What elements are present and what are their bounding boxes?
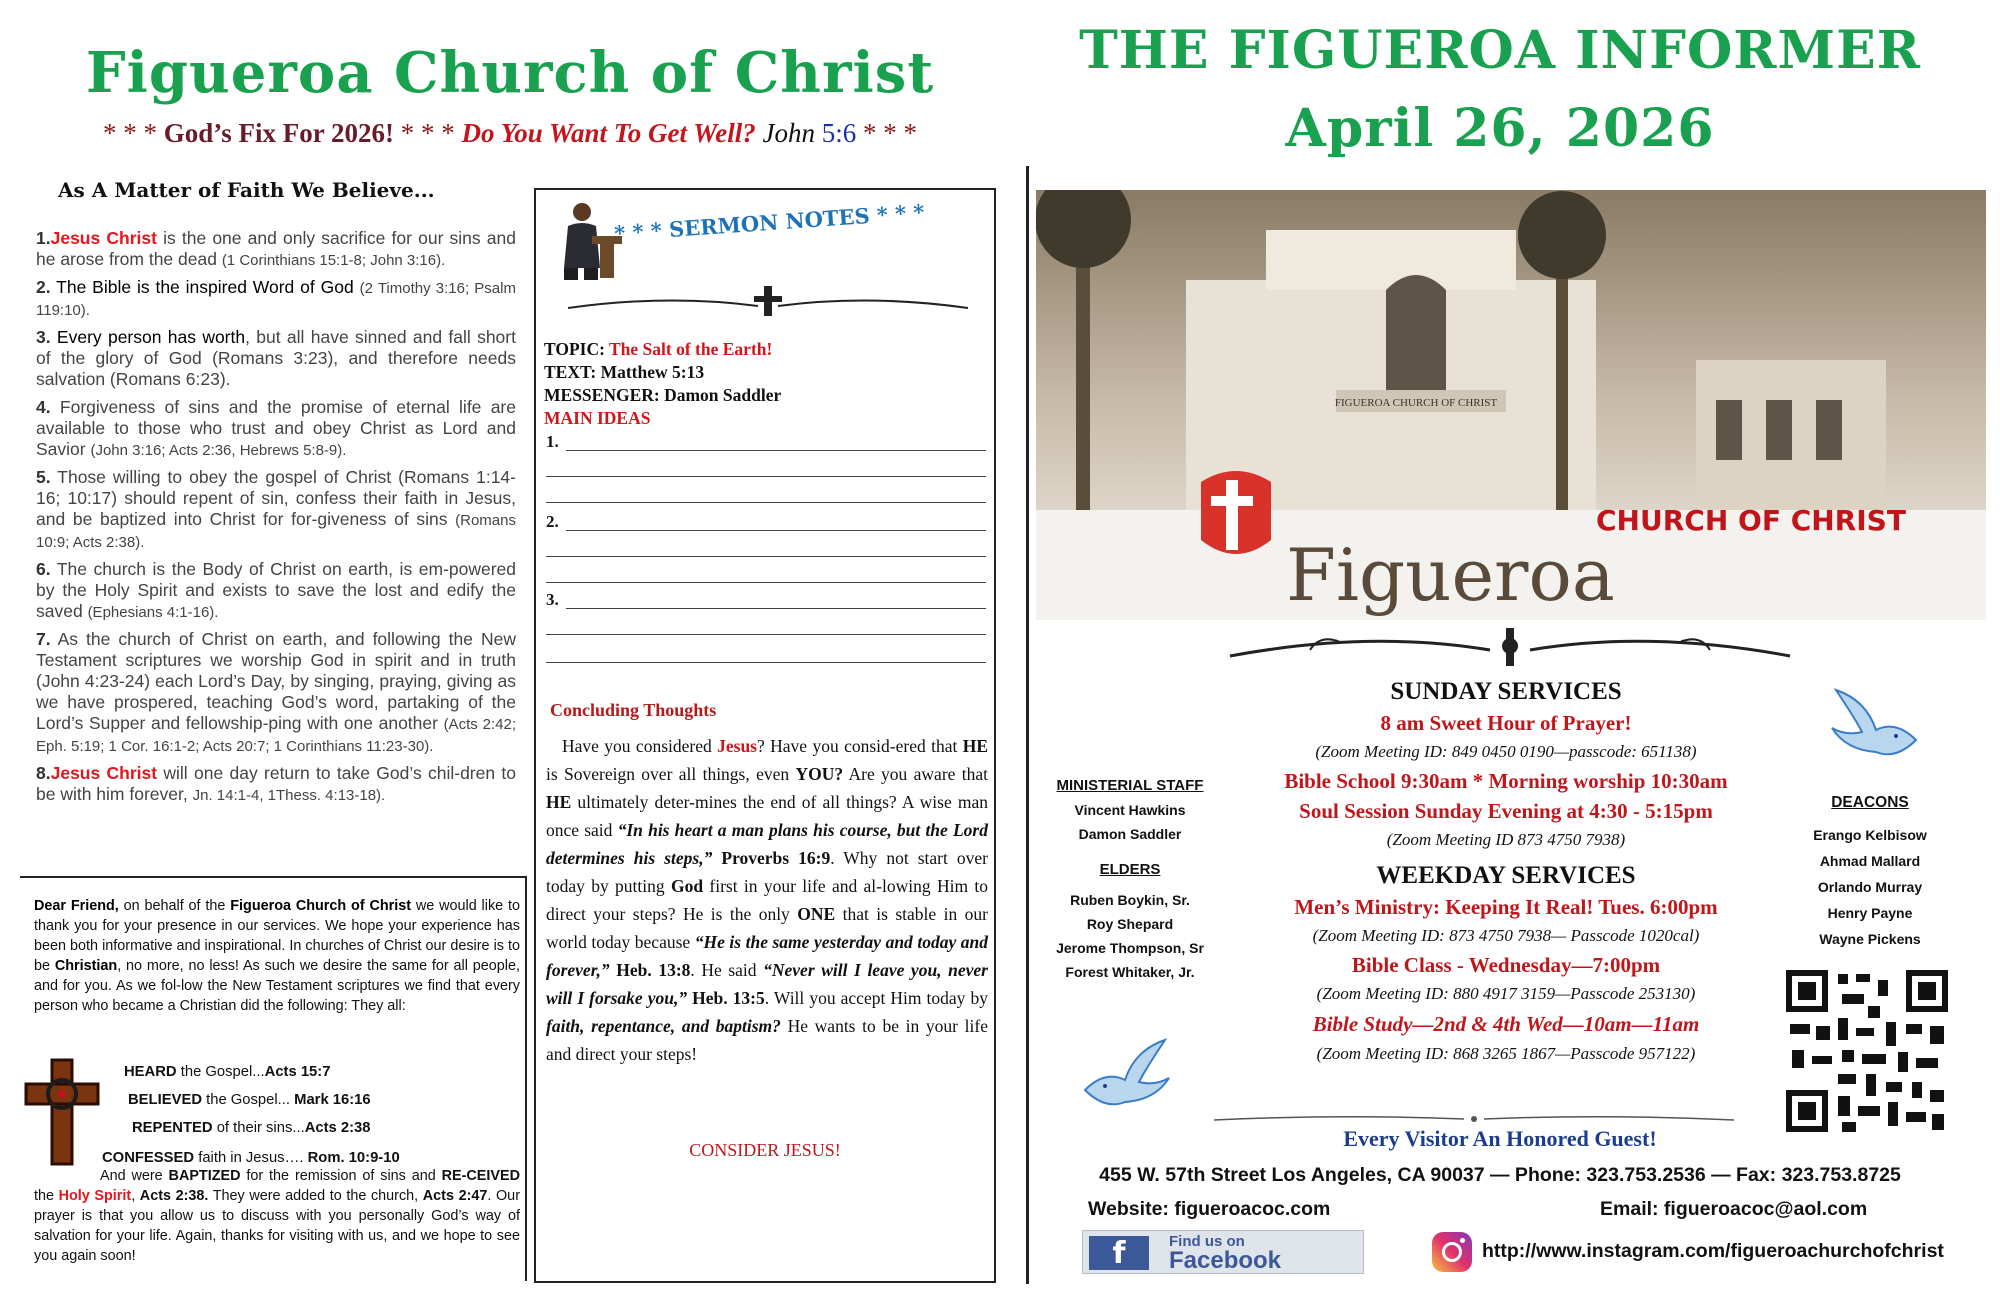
deacon-name: Ahmad Mallard [1819,853,1921,869]
mens-zoom: (Zoom Meeting ID: 873 4750 7938— Passcode 1020cal) [1312,926,1700,945]
services-schedule [1216,676,1796,1068]
sermon-text: Matthew 5:13 [600,362,705,382]
belief-item: 5. Those willing to obey the gospel of Christ (Romans 1:14-16; 10:17) should repent of sin, confess their faith in Jesus, and be baptized into Christ for for-giveness of sins (Romans 10:9; Acts 2:38). [36,467,516,551]
consider-jesus: CONSIDER JESUS! [689,1140,841,1160]
dove-icon [1075,1030,1175,1120]
baptized-text: for the remission of sins and [240,1168,442,1184]
baptized-text: the [34,1188,59,1204]
issue-date: April 26, 2026 [1285,98,1715,159]
soul-session-service: Soul Session Sunday Evening at 4:30 - 5:15pm [1299,799,1713,823]
sermon-messenger: Damon Saddler [664,385,782,405]
deacon-name: Erango Kelbisow [1813,827,1927,843]
elder-name: Ruben Boykin, Sr. [1070,892,1190,908]
cross-icon [22,1056,102,1166]
bible-school-service: Bible School 9:30am * Morning worship 10:30am [1284,769,1728,793]
sunday-heading: SUNDAY SERVICES [1390,678,1622,705]
bible-class: Bible Class - Wednesday—7:00pm [1351,953,1661,977]
elder-name: Jerome Thompson, Sr [1056,940,1204,956]
elders-heading: ELDERS [1099,861,1161,878]
mens-ministry: Men’s Ministry: Keeping It Real! Tues. 6:00pm [1294,895,1718,919]
qr-code[interactable] [1782,966,1952,1136]
tagline-fix: God’s Fix For 2026! [163,118,394,148]
address-phone-fax: 455 W. 57th Street Los Angeles, CA 90037 — Phone: 323.753.2536 — Fax: 323.753.8725 [1099,1164,1901,1186]
deacon-name: Henry Payne [1827,905,1913,921]
baptized-text: . Our prayer is that you allow us to discuss with you personally God’s way of salvation for your life. Again, thanks for visiting with us, and we hope to see you again soon! [34,1188,520,1264]
idea-number: 1. [546,432,559,451]
elder-name: Roy Shepard [1086,916,1174,932]
idea-number: 2. [546,512,559,531]
staff-member: Vincent Hawkins [1074,802,1186,818]
belief-item: 4. Forgiveness of sins and the promise of eternal life are available to those who trust and obey Christ as Lord and Savior (John 3:16; Acts 2:36, Hebrews 5:8-9). [36,397,516,459]
facebook-find-label: Find us on [1169,1233,1245,1250]
messenger-label: MESSENGER: [544,385,665,405]
step-heard: HEARD the Gospel...Acts 15:7 [124,1064,331,1080]
soul-session-zoom: (Zoom Meeting ID 873 4750 7938) [1386,830,1626,849]
main-ideas-label: MAIN IDEAS [544,408,651,428]
facebook-icon: f [1089,1236,1149,1270]
column-divider [1026,166,1029,1284]
logo-line1: CHURCH OF CHRIST [1596,504,1906,537]
deacons [1790,790,1950,952]
elder-name: Forest Whitaker, Jr. [1065,964,1195,980]
bible-class-zoom: (Zoom Meeting ID: 880 4917 3159—Passcode 253130) [1316,984,1696,1003]
friend-christian: Christian [54,958,118,974]
tagline-stars: * * * [102,118,164,148]
belief-item: 8.Jesus Christ will one day return to take God’s chil-dren to be with him forever, Jn. 14:1-4, 1Thess. 4:13-18). [36,763,516,804]
prayer-zoom: (Zoom Meeting ID: 849 0450 0190—passcode: 651138) [1315,742,1697,761]
tagline-stars: * * * [393,118,462,148]
note-line[interactable] [566,530,986,531]
received-word: RE-CEIVED [441,1168,520,1184]
friend-text: , no more, no less! As such we desire the same for all people, and for you. As we fol-low the New Testament scriptures we find that every person who became a Christian did the following: They all: [34,958,520,1014]
staff-member: Damon Saddler [1078,826,1182,842]
note-line[interactable] [546,556,986,557]
ornament-divider [1214,1112,1734,1126]
topic-label: TOPIC: [544,339,609,359]
sermon-topic: The Salt of the Earth! [609,339,773,359]
note-line[interactable] [566,450,986,451]
friend-text: we would like to thank you for your presence in our services. We hope your experience has been both informative and inspirational. In churches of Christ our desire is to be [34,898,520,974]
tagline [20,118,1000,149]
baptized-ref: Acts 2:38. [139,1188,209,1204]
tagline-john: John [755,118,822,148]
concluding-thoughts: Have you considered Jesus? Have you consid-ered that HE is Sovereign over all things, even YOU? Are you aware that HE ultimately deter-mines the end of all things? A wise man once said “In his heart a man plans his course, but the Lord determines his steps,” Proverbs 16:9. Why not start over today by putting God first in your life and al-lowing Him to direct your steps? He is the only ONE that is stable in our world today because “He is the same yesterday and today and forever,” Heb. 13:8. He said “Never will I leave you, never will I forsake you,” Heb. 13:5. Will you accept Him today by faith, repentance, and baptism? He wants to be in your life and direct your steps! [546,736,989,1064]
friend-text: on behalf of the [118,898,231,914]
website-link[interactable]: Website: figueroacoc.com [1088,1198,1331,1220]
informer-title: THE FIGUEROA INFORMER [1079,20,1921,81]
email-link[interactable]: Email: figueroacoc@aol.com [1600,1198,1868,1220]
idea-number: 3. [546,590,559,609]
instagram-icon[interactable] [1432,1232,1472,1272]
facebook-button[interactable] [1082,1230,1364,1274]
deacons-heading: DEACONS [1831,794,1909,811]
baptized-text: And were [100,1168,169,1184]
tagline-verse: 5:6 [821,118,857,148]
church-photo [1036,190,1986,620]
baptized-paragraph [34,1166,520,1266]
deacon-name: Wayne Pickens [1819,931,1921,947]
step-believed: BELIEVED the Gospel... Mark 16:16 [128,1092,371,1108]
tagline-question: Do You Want To Get Well? [461,118,756,148]
ornament-divider [1190,624,1830,670]
facebook-label: Facebook [1169,1247,1282,1274]
concluding-heading: Concluding Thoughts [550,700,717,720]
step-confessed: CONFESSED faith in Jesus…. Rom. 10:9-10 [102,1150,400,1166]
bible-study: Bible Study—2nd & 4th Wed—10am—11am [1312,1012,1700,1036]
logo-line2: Figueroa [1286,533,1615,617]
note-line[interactable] [546,634,986,635]
holy-spirit: Holy Spirit [58,1188,132,1204]
ornament-divider [558,284,978,318]
dove-icon [1826,680,1926,770]
bible-study-zoom: (Zoom Meeting ID: 868 3265 1867—Passcode 957122) [1316,1044,1696,1063]
belief-item: 7. As the church of Christ on earth, and following the New Testament scriptures we worship God in spirit and in truth (John 4:23-24) each Lord’s Day, by singing, praying, giving as we have prospered, teaching God’s word, partaking of the Lord’s Supper and fellowship-ping with one another (Acts 2:42; Eph. 5:19; 1 Cor. 16:1-2; Acts 20:7; 1 Corinthians 11:23-30). [36,629,516,755]
note-line[interactable] [546,502,986,503]
belief-item: 2. The Bible is the inspired Word of God (2 Timothy 3:16; Psalm 119:10). [36,277,516,319]
friend-letter [34,896,520,1016]
belief-item: 3. Every person has worth, but all have sinned and fall short of the glory of God (Romans 3:23), and therefore needs salvation (Romans 6:23). [36,327,516,389]
tagline-stars: * * * [856,118,918,148]
building-sign: FIGUEROA CHURCH OF CHRIST [1334,397,1498,409]
instagram-link[interactable]: http://www.instagram.com/figueroachurchofchrist [1482,1240,1944,1262]
ministerial-staff [1040,774,1220,984]
friend-greeting: Dear Friend, [34,898,119,914]
prayer-service: 8 am Sweet Hour of Prayer! [1380,711,1632,735]
baptized-ref: Acts 2:47 [422,1188,488,1204]
note-line[interactable] [546,476,986,477]
baptized-text: They were added to the church, [208,1188,423,1204]
faith-heading: As A Matter of Faith We Believe... [58,178,435,202]
belief-item: 6. The church is the Body of Christ on earth, is em-powered by the Holy Spirit and exists to save the lost and edify the saved (Ephesians 4:1-16). [36,559,516,621]
sermon-heading: * * * SERMON NOTES * * * [613,199,926,246]
note-line[interactable] [546,582,986,583]
note-line[interactable] [546,662,986,663]
text-label: TEXT: [544,362,601,382]
weekday-heading: WEEKDAY SERVICES [1376,862,1636,889]
step-repented: REPENTED of their sins...Acts 2:38 [132,1120,371,1136]
visitor-welcome: Every Visitor An Honored Guest! [1343,1126,1657,1151]
note-line[interactable] [566,608,986,609]
deacon-name: Orlando Murray [1817,879,1923,895]
baptized-word: BAPTIZED [168,1168,241,1184]
sermon-info [544,338,984,430]
friend-church: Figueroa Church of Christ [230,898,412,914]
staff-heading: MINISTERIAL STAFF [1056,777,1204,794]
beliefs-list [36,228,516,812]
baptized-text: , [131,1188,140,1204]
church-title: Figueroa Church of Christ [85,40,935,106]
belief-item: 1.Jesus Christ is the one and only sacrifice for our sins and he arose from the dead (1 Corinthians 15:1-8; John 3:16). [36,228,516,269]
